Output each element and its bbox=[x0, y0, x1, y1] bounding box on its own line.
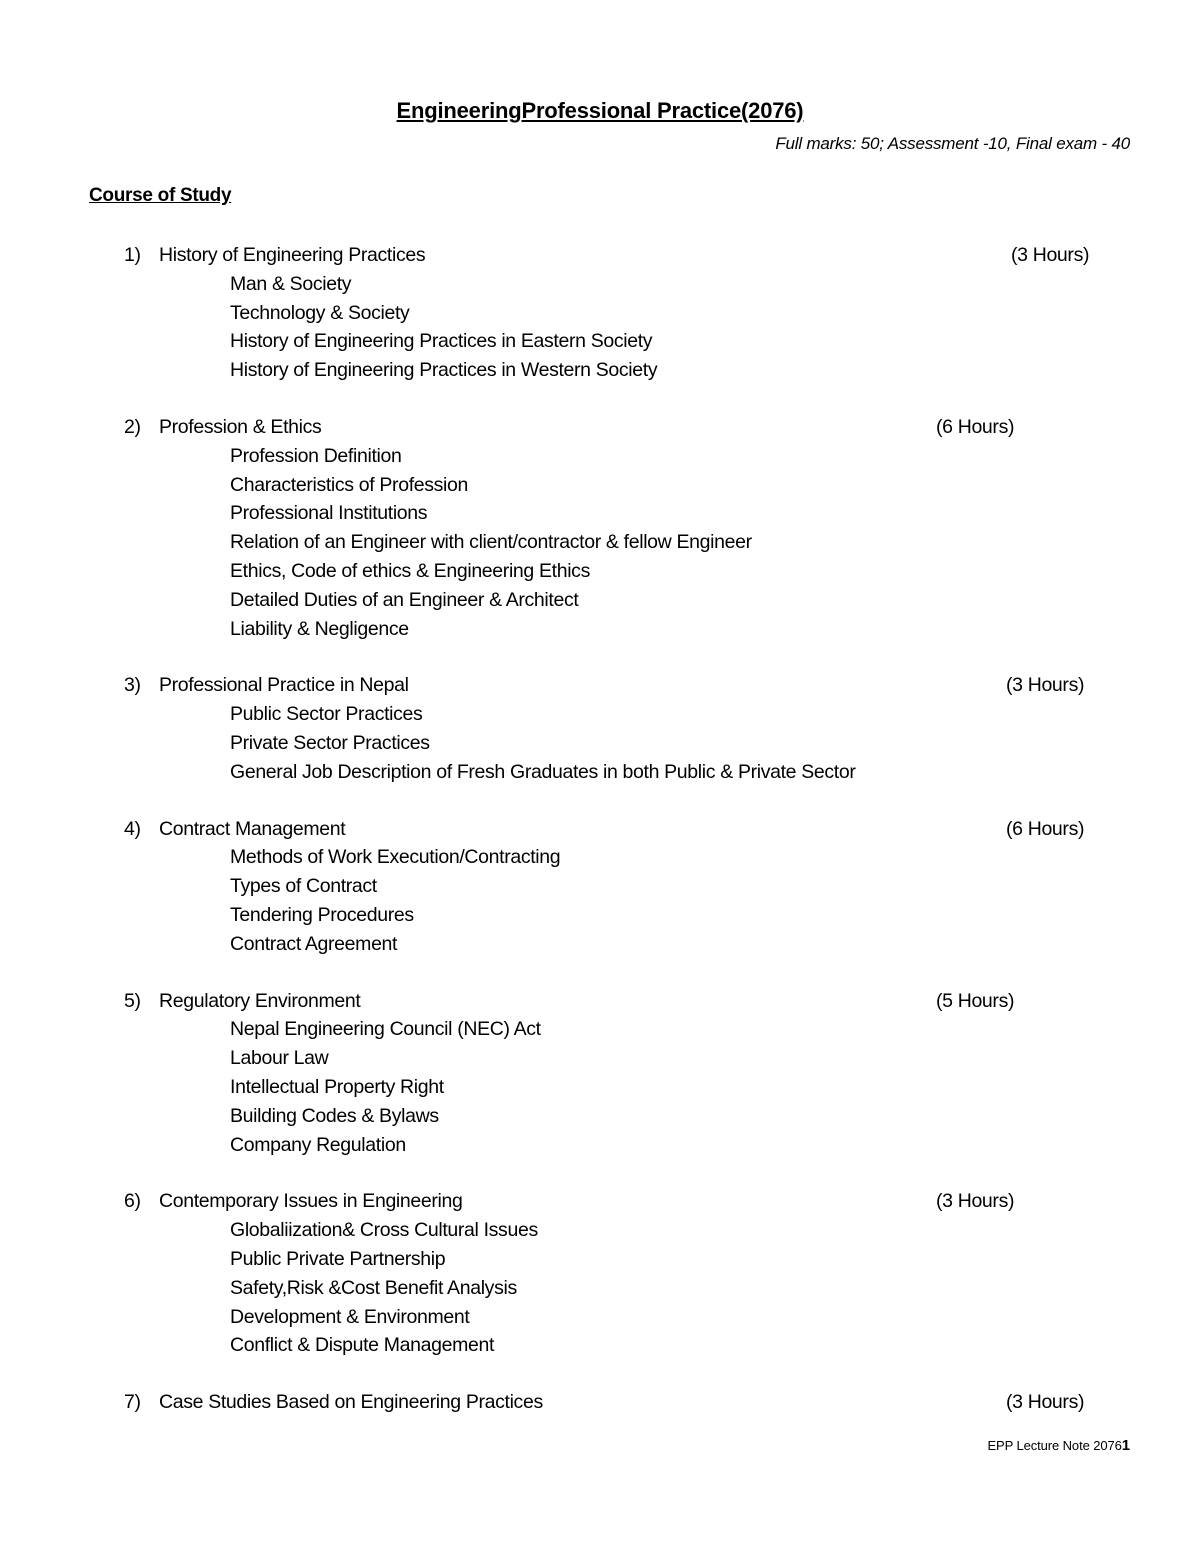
section-item: Methods of Work Execution/Contracting bbox=[230, 846, 561, 869]
section-hours: (3 Hours) bbox=[936, 1190, 1015, 1213]
section-item: Conflict & Dispute Management bbox=[230, 1334, 495, 1357]
section-item: Profession Definition bbox=[230, 444, 402, 467]
section-number: 7) bbox=[124, 1391, 141, 1414]
page-footer bbox=[987, 1437, 1130, 1454]
section-item: Ethics, Code of ethics & Engineering Ethics bbox=[230, 559, 590, 582]
marks-subtitle: Full marks: 50; Assessment -10, Final exam - 40 bbox=[775, 134, 1130, 153]
section-number: 5) bbox=[124, 989, 141, 1012]
section-item: History of Engineering Practices in Western Society bbox=[230, 359, 658, 382]
section-item: Contract Agreement bbox=[230, 932, 398, 955]
section-heading-row bbox=[0, 815, 1200, 844]
section-number: 6) bbox=[124, 1190, 141, 1213]
section-hours: (3 Hours) bbox=[1011, 244, 1090, 266]
section-number: 2) bbox=[124, 415, 141, 438]
section-number: 3) bbox=[124, 674, 141, 697]
section bbox=[0, 1187, 1200, 1360]
section bbox=[0, 241, 1200, 385]
section-item: Globaliization& Cross Cultural Issues bbox=[230, 1219, 538, 1242]
section-heading: History of Engineering Practices bbox=[159, 244, 426, 266]
section-item: Liability & Negligence bbox=[230, 617, 409, 640]
section-item: Building Codes & Bylaws bbox=[230, 1104, 439, 1127]
section-item: Public Sector Practices bbox=[230, 703, 423, 726]
section-heading-row bbox=[0, 241, 1200, 270]
section-heading: Contract Management bbox=[159, 817, 346, 840]
section-item: Nepal Engineering Council (NEC) Act bbox=[230, 1018, 541, 1041]
page-number: 1 bbox=[1121, 1437, 1130, 1454]
section-hours: (5 Hours) bbox=[936, 989, 1015, 1012]
section-item: Characteristics of Profession bbox=[230, 473, 469, 496]
section bbox=[0, 987, 1200, 1160]
section-hours: (3 Hours) bbox=[1006, 674, 1085, 697]
section-heading: Regulatory Environment bbox=[159, 989, 361, 1012]
sections-list bbox=[0, 241, 1200, 1445]
section-number: 4) bbox=[124, 817, 141, 840]
section-heading: Case Studies Based on Engineering Practices bbox=[159, 1391, 543, 1414]
section-heading: Contemporary Issues in Engineering bbox=[159, 1190, 463, 1213]
section-item: Public Private Partnership bbox=[230, 1247, 446, 1270]
section bbox=[0, 413, 1200, 643]
section-item: General Job Description of Fresh Graduates in both Public & Private Sector bbox=[230, 760, 856, 783]
section-item: Tendering Procedures bbox=[230, 903, 414, 926]
section-hours: (6 Hours) bbox=[936, 415, 1015, 438]
course-heading: Course of Study bbox=[89, 185, 232, 206]
section-item: Man & Society bbox=[230, 272, 352, 295]
section-item: Safety,Risk &Cost Benefit Analysis bbox=[230, 1276, 517, 1299]
section bbox=[0, 1388, 1200, 1417]
section-item: History of Engineering Practices in Eastern Society bbox=[230, 330, 653, 353]
section bbox=[0, 671, 1200, 786]
section bbox=[0, 815, 1200, 959]
section-item: Development & Environment bbox=[230, 1305, 470, 1328]
section-hours: (3 Hours) bbox=[1006, 1391, 1085, 1414]
section-item: Detailed Duties of an Engineer & Architect bbox=[230, 588, 579, 611]
section-heading-row bbox=[0, 413, 1200, 442]
section-item: Technology & Society bbox=[230, 301, 410, 324]
section-item: Intellectual Property Right bbox=[230, 1075, 444, 1098]
section-heading: Profession & Ethics bbox=[159, 415, 322, 438]
section-item: Private Sector Practices bbox=[230, 731, 430, 754]
section-heading-row bbox=[0, 987, 1200, 1016]
document-title: EngineeringProfessional Practice(2076) bbox=[396, 98, 804, 123]
section-number: 1) bbox=[124, 244, 141, 266]
section-item: Labour Law bbox=[230, 1047, 329, 1070]
section-item: Relation of an Engineer with client/contractor & fellow Engineer bbox=[230, 531, 752, 554]
section-item: Types of Contract bbox=[230, 875, 377, 898]
section-heading: Professional Practice in Nepal bbox=[159, 674, 409, 697]
section-item: Company Regulation bbox=[230, 1133, 406, 1156]
section-hours: (6 Hours) bbox=[1006, 817, 1085, 840]
section-heading-row bbox=[0, 1388, 1200, 1417]
section-heading-row bbox=[0, 1187, 1200, 1216]
section-heading-row bbox=[0, 671, 1200, 700]
section-item: Professional Institutions bbox=[230, 502, 428, 525]
footer-text: EPP Lecture Note 2076 bbox=[987, 1438, 1122, 1453]
